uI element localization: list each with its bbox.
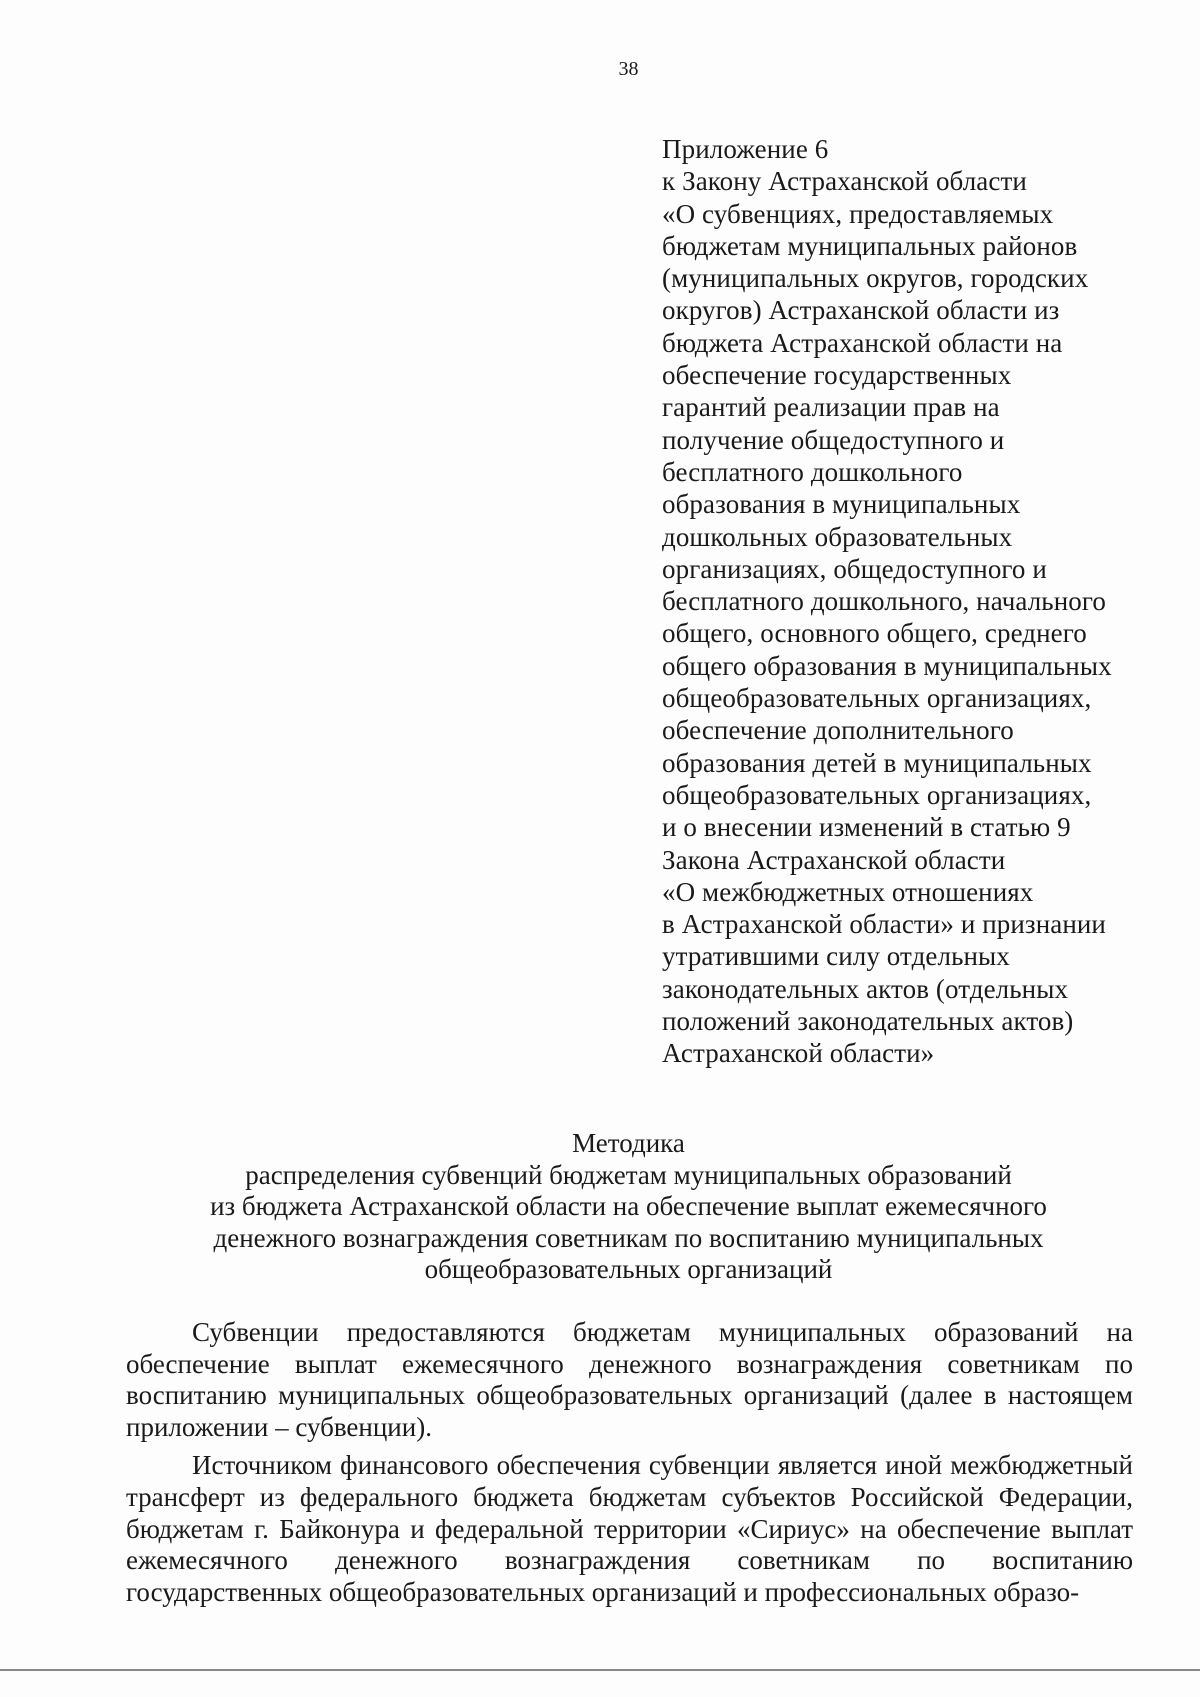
appendix-line: образования в муниципальных — [662, 489, 1021, 520]
appendix-line: образования детей в муниципальных — [662, 747, 1092, 778]
appendix-line: Астраханской области» — [662, 1038, 935, 1069]
appendix-line: общего образования в муниципальных — [662, 650, 1112, 681]
appendix-line: округов) Астраханской области из — [662, 295, 1060, 326]
appendix-line: гарантий реализации прав на — [662, 392, 1000, 423]
title-line: общеобразовательных организаций — [424, 1254, 833, 1284]
title-line: распределения субвенций бюджетам муниципальных образований — [245, 1159, 1012, 1190]
appendix-line: получение общедоступного и — [662, 424, 1005, 455]
appendix-header — [662, 133, 1162, 1070]
appendix-line: общего, основного общего, среднего — [662, 618, 1087, 649]
body-paragraph: Источником финансового обеспечения субвенции является иной межбюджетный трансферт из федерального бюджета бюджетам субъектов Российской Федерации, бюджетам г. Байконура и федеральной территории «Сириус» на обеспечение выплат ежемесячного денежного вознаграждения советникам по воспитанию государственных общеобразовательных организаций и профессиональных образо- — [126, 1450, 1133, 1607]
body-paragraph: Субвенции предоставляются бюджетам муниципальных образований на обеспечение выплат ежемесячного денежного вознаграждения советникам по воспитанию муниципальных общеобразовательных организаций (далее в настоящем приложении – субвенции). — [126, 1317, 1133, 1442]
title-heading: Методика — [572, 1128, 685, 1158]
appendix-line: обеспечение дополнительного — [662, 715, 1014, 746]
body-text — [126, 1317, 1133, 1615]
appendix-line: дошкольных образовательных — [662, 521, 1013, 552]
appendix-line: утратившими силу отдельных — [662, 941, 1010, 972]
appendix-line: к Закону Астраханской области — [662, 166, 1027, 197]
document-title — [0, 1128, 1200, 1286]
appendix-line: общеобразовательных организациях, — [662, 683, 1092, 714]
appendix-line: и о внесении изменений в статью 9 — [662, 812, 1071, 843]
appendix-line: законодательных актов (отдельных — [662, 973, 1069, 1004]
appendix-line: «О межбюджетных отношениях — [662, 876, 1034, 907]
appendix-line: общеобразовательных организациях, — [662, 779, 1092, 810]
appendix-line: положений законодательных актов) — [662, 1006, 1074, 1037]
appendix-line: (муниципальных округов, городских — [662, 263, 1089, 294]
appendix-line: бесплатного дошкольного — [662, 456, 963, 487]
title-line: из бюджета Астраханской области на обеспечение выплат ежемесячного — [210, 1191, 1047, 1221]
appendix-line: в Астраханской области» и признании — [662, 909, 1106, 940]
appendix-line: Приложение 6 — [662, 134, 829, 164]
appendix-line: бесплатного дошкольного, начального — [662, 586, 1106, 617]
appendix-line: бюджетам муниципальных районов — [662, 230, 1078, 261]
page-number: 38 — [618, 58, 639, 80]
appendix-line: Закона Астраханской области — [662, 844, 1006, 875]
appendix-line: организациях, общедоступного и — [662, 553, 1047, 584]
appendix-line: обеспечение государственных — [662, 360, 1012, 391]
page-bottom-divider — [0, 1669, 1200, 1671]
appendix-line: «О субвенциях, предоставляемых — [662, 198, 1054, 229]
title-line: денежного вознаграждения советникам по воспитанию муниципальных — [213, 1222, 1044, 1253]
appendix-line: бюджета Астраханской области на — [662, 327, 1063, 358]
